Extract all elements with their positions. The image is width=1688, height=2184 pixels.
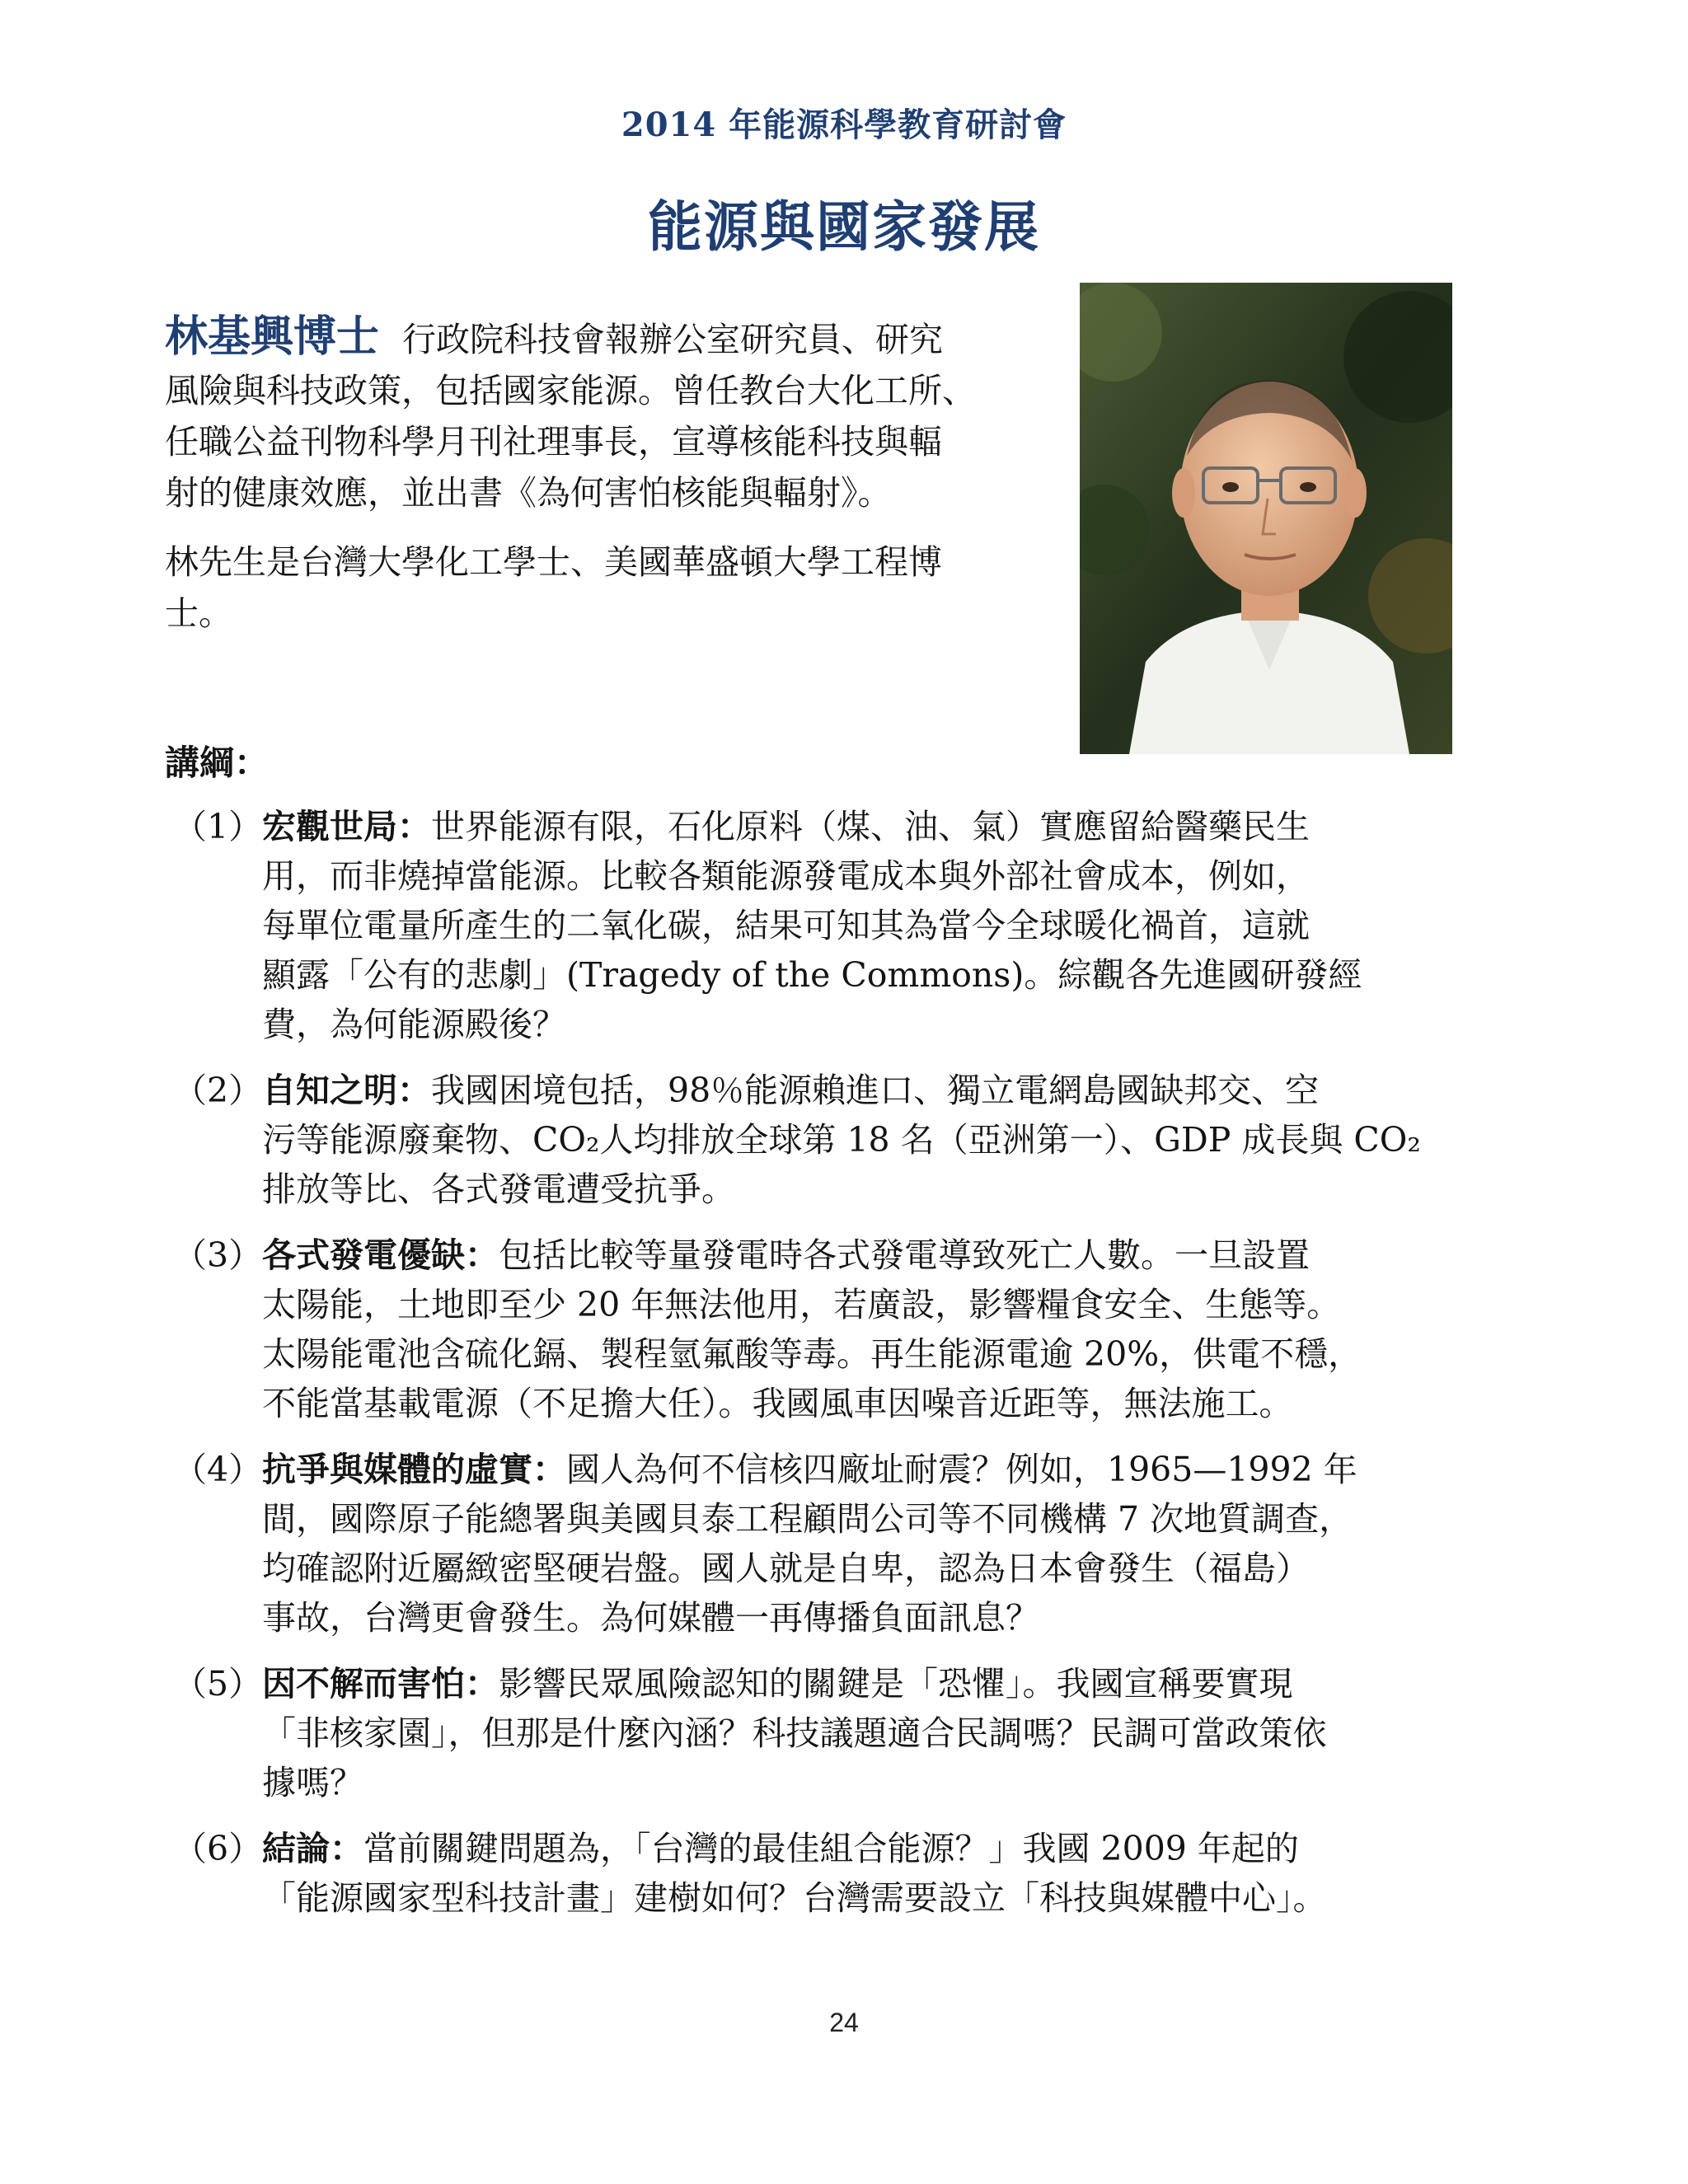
item-line: 事故，台灣更會發生。為何媒體一再傳播負面訊息？ (262, 1598, 1039, 1638)
item-label: 宏觀世局： (262, 807, 431, 846)
bio-line: 射的健康效應，並出書《為何害怕核能與輻射》。 (165, 473, 892, 513)
speaker-photo (1080, 283, 1452, 754)
speaker-bio (165, 312, 1084, 639)
item-number: （5） (173, 1664, 263, 1704)
item-number: （1） (173, 807, 263, 846)
item-line: 影響民眾風險認知的關鍵是「恐懼」。我國宣稱要實現 (499, 1664, 1293, 1704)
bio-line: 任職公益刊物科學月刊社理事長，宣導核能科技與輻 (165, 422, 942, 462)
outline-item (173, 802, 1525, 1049)
page-number: 24 (829, 2008, 859, 2037)
outline-item (173, 1230, 1525, 1428)
bio-line: 行政院科技會報辦公室研究員、研究 (402, 320, 944, 359)
education-paragraph (165, 537, 1084, 639)
item-line: 均確認附近屬緻密堅硬岩盤。國人就是自卑，認為日本會發生（福島） (262, 1549, 1310, 1588)
outline-item (173, 1659, 1525, 1807)
item-line: 太陽能電池含硫化鎘、製程氫氟酸等毒。再生能源電逾 20%，供電不穩， (262, 1334, 1362, 1374)
item-line: 費，為何能源殿後？ (262, 1005, 566, 1044)
item-line: 不能當基載電源（不足擔大任）。我國風車因噪音近距等，無法施工。 (262, 1384, 1293, 1423)
item-line: 污等能源廢棄物、CO₂人均排放全球第 18 名（亞洲第一）、GDP 成長與 CO₂ (262, 1120, 1421, 1160)
item-line: 我國困境包括，98％能源賴進口、獨立電網島國缺邦交、空 (431, 1071, 1320, 1110)
talk-title: 能源與國家發展 (648, 194, 1040, 259)
item-label: 抗爭與媒體的虛實： (262, 1450, 566, 1489)
item-line: 「非核家園」，但那是什麼內涵？科技議題適合民調嗎？民調可當政策依 (262, 1713, 1327, 1753)
outline-heading: 講綱： (165, 743, 270, 783)
item-line: 顯露「公有的悲劇」(Tragedy of the Commons)。綜觀各先進國研發經 (262, 955, 1362, 995)
item-line: 間，國際原子能總署與美國貝泰工程顧問公司等不同機構 7 次地質調查， (262, 1499, 1353, 1539)
item-line: 太陽能，土地即至少 20 年無法他用，若廣設，影響糧食安全、生態等。 (262, 1285, 1341, 1324)
item-line: 包括比較等量發電時各式發電導致死亡人數。一旦設置 (499, 1235, 1310, 1275)
item-label: 各式發電優缺： (262, 1235, 499, 1275)
conference-title: 2014 年能源科學教育研討會 (621, 105, 1067, 144)
item-line: 每單位電量所產生的二氧化碳，結果可知其為當今全球暖化禍首，這就 (262, 906, 1310, 945)
item-line: 國人為何不信核四廠址耐震？例如，1965—1992 年 (566, 1450, 1357, 1489)
item-number: （4） (173, 1450, 263, 1489)
item-line: 據嗎？ (262, 1763, 363, 1802)
speaker-name: 林基興博士 (165, 312, 380, 362)
item-number: （2） (173, 1071, 263, 1110)
item-label: 自知之明： (262, 1071, 431, 1110)
outline-item (173, 1066, 1525, 1214)
outline-item (173, 1445, 1525, 1643)
education-line: 士。 (165, 593, 232, 633)
item-line: 用，而非燒掉當能源。比較各類能源發電成本與外部社會成本，例如， (262, 856, 1310, 896)
outline-item (173, 1824, 1525, 1923)
portrait-illustration (1080, 283, 1452, 754)
bio-paragraph (165, 312, 1084, 518)
bio-line: 風險與科技政策，包括國家能源。曾任教台大化工所、 (165, 371, 976, 410)
education-line: 林先生是台灣大學化工學士、美國華盛頓大學工程博 (165, 542, 942, 582)
item-line: 排放等比、各式發電遭受抗爭。 (262, 1169, 735, 1209)
item-line: 「能源國家型科技計畫」建樹如何？台灣需要設立「科技與媒體中心」。 (262, 1878, 1327, 1918)
item-label: 因不解而害怕： (262, 1664, 499, 1704)
item-number: （6） (173, 1829, 263, 1868)
outline-list (173, 802, 1525, 1939)
item-line: 世界能源有限，石化原料（煤、油、氣）實應留給醫藥民生 (431, 807, 1310, 846)
item-label: 結論： (262, 1829, 363, 1868)
item-number: （3） (173, 1235, 263, 1275)
item-line: 當前關鍵問題為，「台灣的最佳組合能源？」我國 2009 年起的 (363, 1829, 1299, 1868)
